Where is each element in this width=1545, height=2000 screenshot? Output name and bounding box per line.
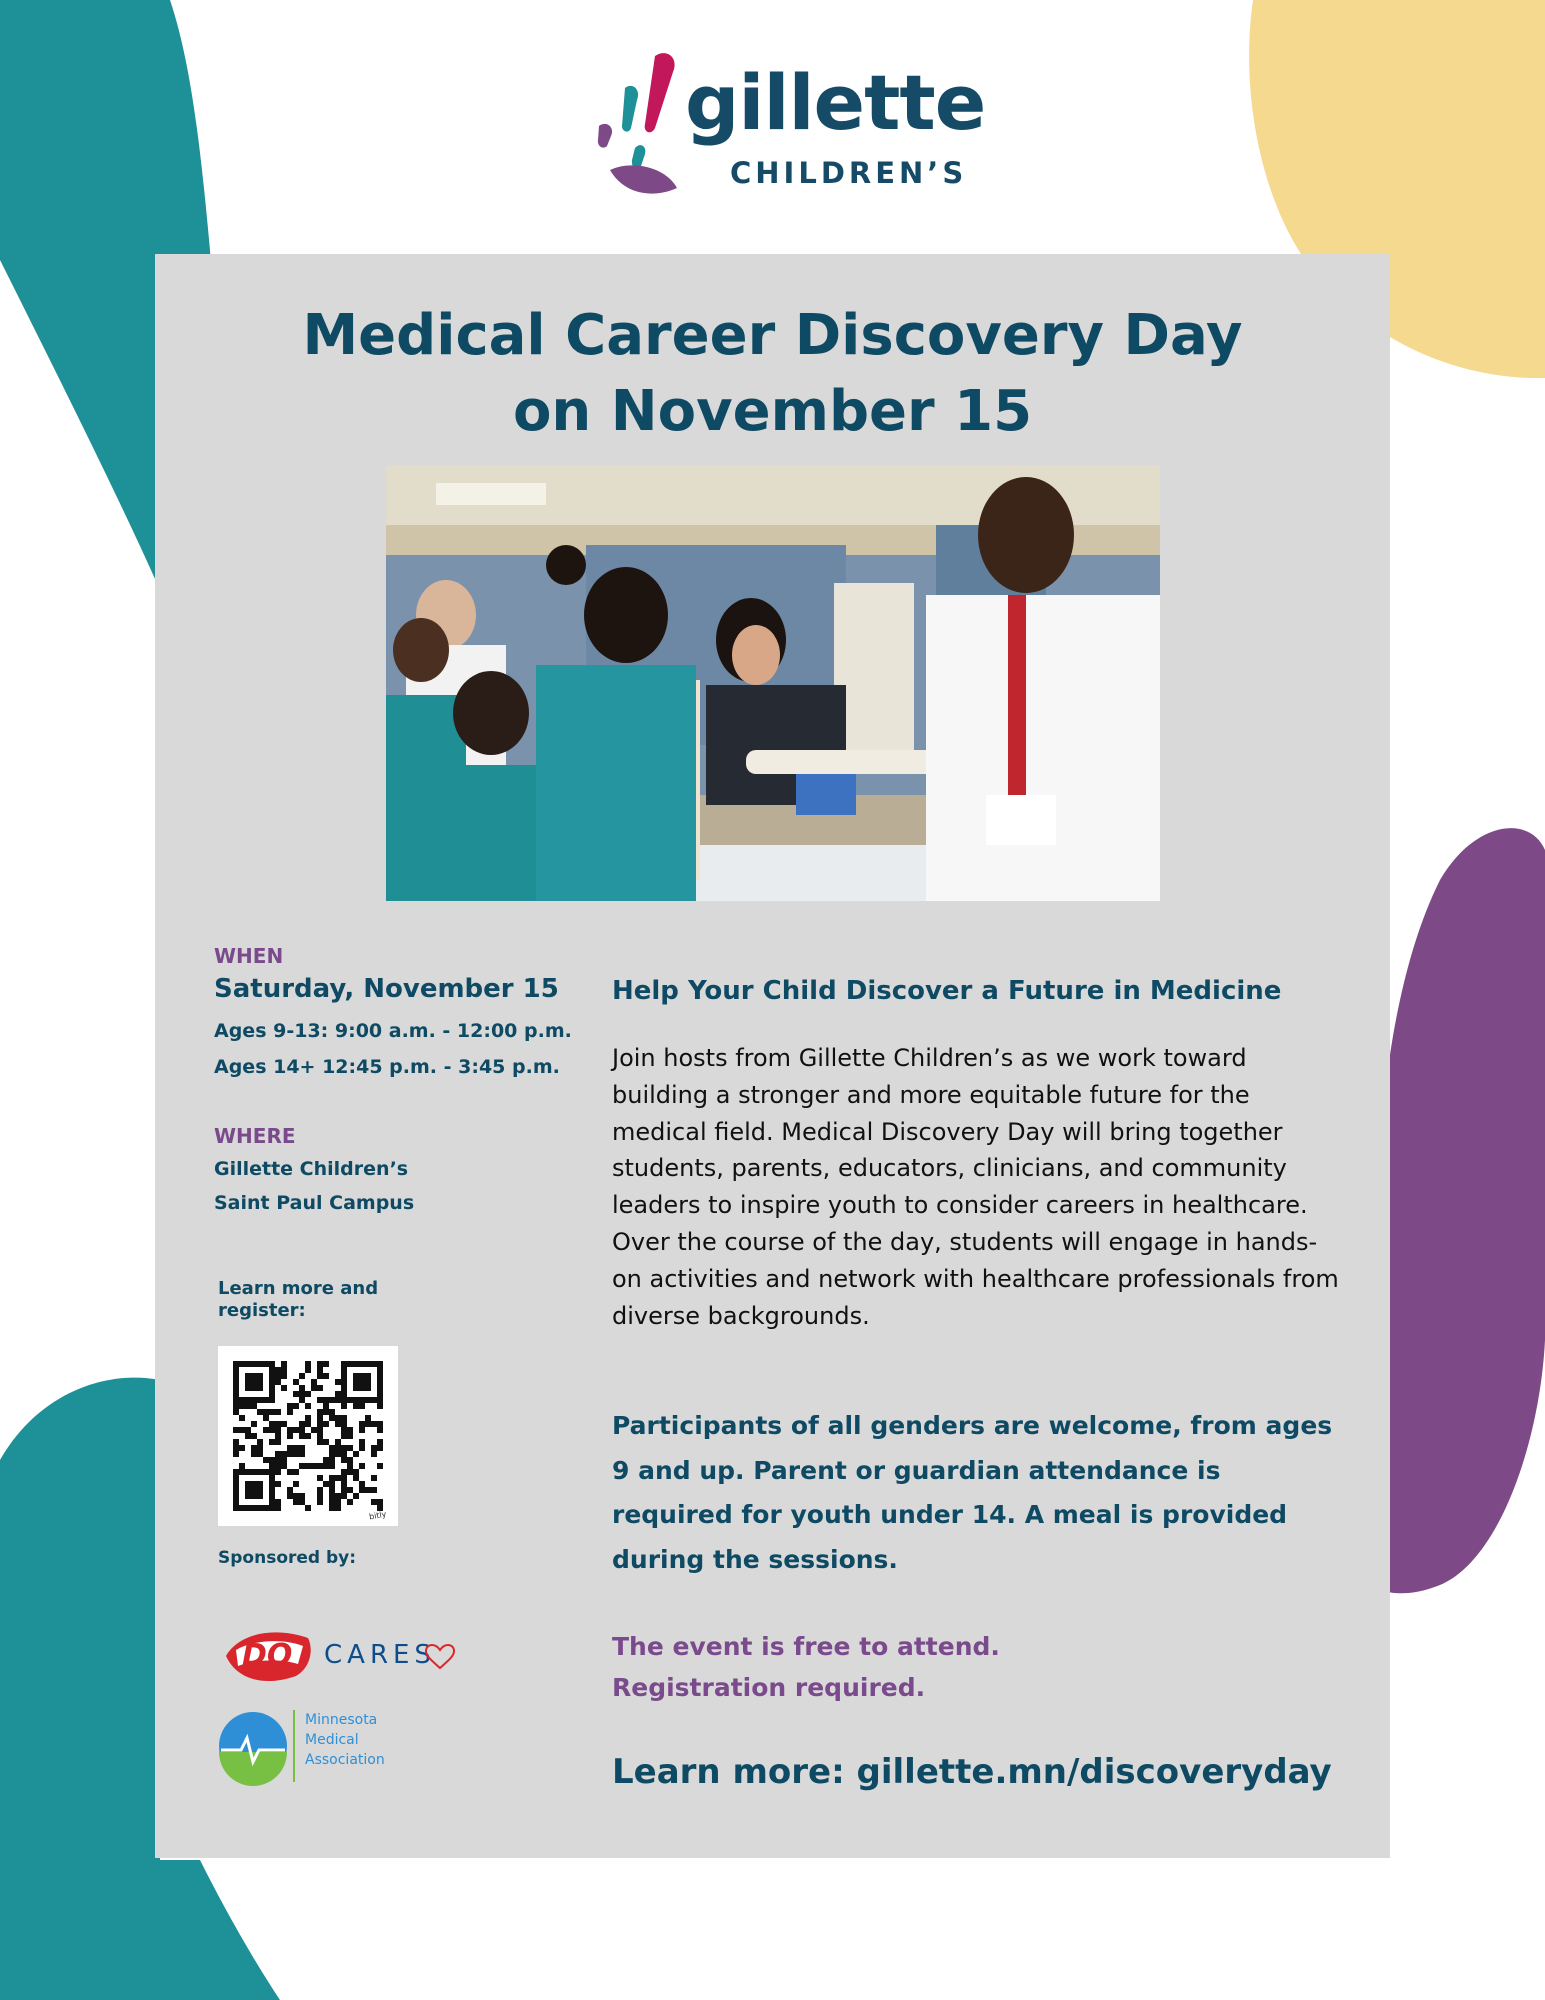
event-card xyxy=(155,254,1390,1858)
free-to-attend: The event is free to attend. xyxy=(612,1632,1000,1661)
event-date: Saturday, November 15 xyxy=(214,974,559,1004)
logo-wordmark: gillette xyxy=(685,58,986,147)
mma-line-2: Medical xyxy=(305,1732,359,1748)
purple-blob-right xyxy=(1380,820,1545,1600)
sponsored-by-label: Sponsored by: xyxy=(218,1548,357,1568)
participation-note: Participants of all genders are welcome, from ages 9 and up. Parent or guardian attendance is required for youth under 14. A meal is provided during the sessions. xyxy=(612,1411,1333,1574)
mma-line-1: Minnesota xyxy=(305,1712,378,1728)
title-line-2: on November 15 xyxy=(512,379,1033,444)
title-line-1: Medical Career Discovery Day xyxy=(302,303,1243,368)
page-title xyxy=(155,298,1390,450)
location-line-2: Saint Paul Campus xyxy=(214,1192,415,1214)
location-line-1: Gillette Children’s xyxy=(214,1158,409,1180)
qr-tag: bitly xyxy=(367,1509,387,1522)
dq-cares-logo xyxy=(218,1620,458,1690)
gillette-childrens-logo xyxy=(595,48,986,208)
event-description: Join hosts from Gillette Children’s as we work toward building a stronger and more equitable future for the medical field. Medical Discovery Day will bring together students, parents, educators, clinicians, and community leaders to inspire youth to consider careers in healthcare. Over the course of the day, students will engage in hands-on activities and network with healthcare professionals from diverse backgrounds. xyxy=(612,1044,1339,1330)
mma-line-3: Association xyxy=(305,1752,385,1768)
dq-logo-text: DQ xyxy=(242,1638,293,1673)
registration-qr-code[interactable] xyxy=(218,1346,398,1526)
ages-14-plus-time: Ages 14+ 12:45 p.m. - 3:45 p.m. xyxy=(214,1056,560,1078)
logo-subtitle: CHILDREN’S xyxy=(730,156,968,190)
where-label: WHERE xyxy=(214,1124,296,1148)
logo-mark-icon xyxy=(595,48,690,198)
registration-required: Registration required. xyxy=(612,1673,926,1702)
register-label-line-1: Learn more and xyxy=(218,1278,379,1299)
register-label-line-2: register: xyxy=(218,1300,306,1321)
event-photo xyxy=(386,465,1160,901)
ages-9-13-time: Ages 9-13: 9:00 a.m. - 12:00 p.m. xyxy=(214,1020,572,1042)
section-headline: Help Your Child Discover a Future in Medicine xyxy=(612,976,1282,1006)
when-label: WHEN xyxy=(214,944,284,968)
heart-icon xyxy=(423,1642,457,1672)
minnesota-medical-association-logo xyxy=(215,1706,415,1786)
mma-logo-icon xyxy=(215,1706,295,1786)
dq-cares-text: CARES xyxy=(324,1640,436,1670)
learn-more-link[interactable]: Learn more: gillette.mn/discoveryday xyxy=(612,1752,1332,1792)
qr-pattern-icon xyxy=(218,1346,398,1526)
